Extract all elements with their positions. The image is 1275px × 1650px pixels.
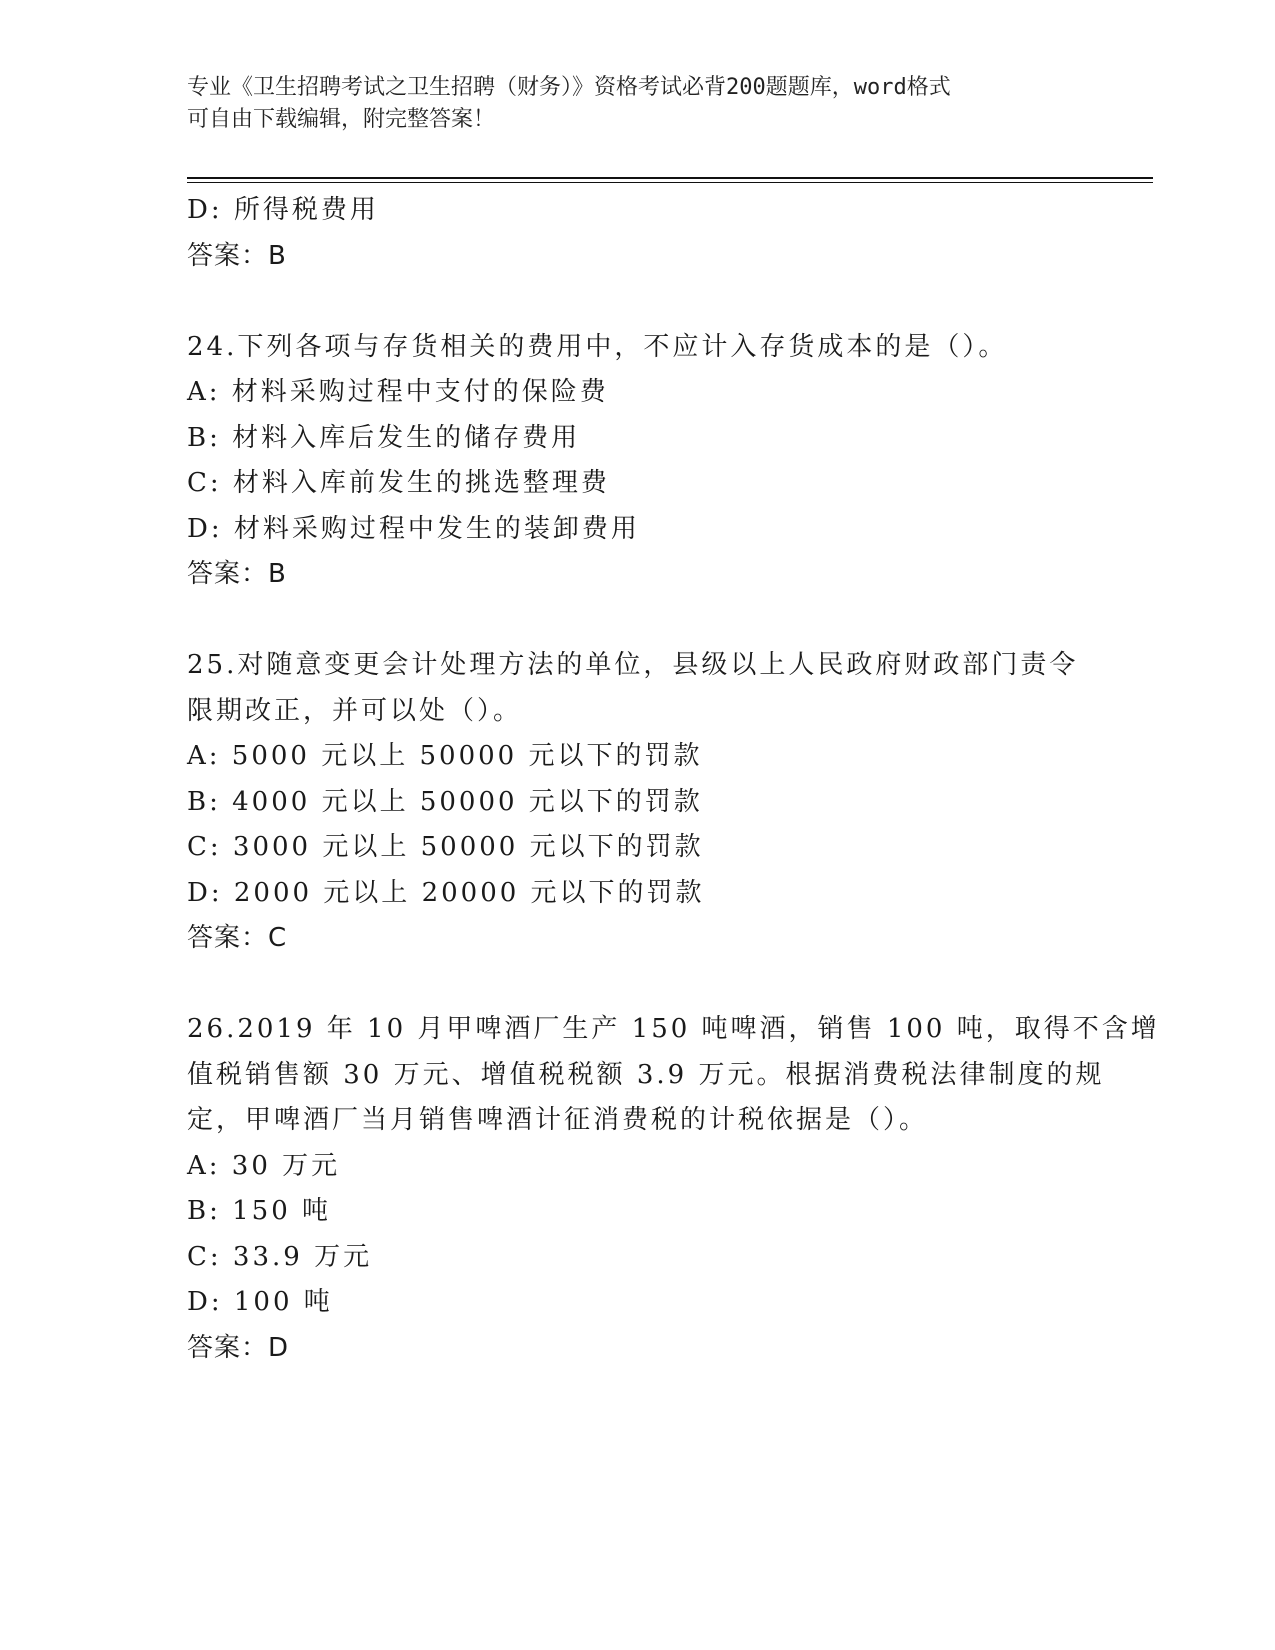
spacer: [187, 279, 1087, 325]
question-stem-line-1: 26.2019 年 10 月甲啤酒厂生产 150 吨啤酒，销售 100 吨，取得不含增: [187, 1014, 1160, 1044]
option-c: C: 33.9 万元: [187, 1241, 373, 1272]
question-list: [187, 188, 1160, 1371]
spacer: [187, 598, 1087, 644]
question-stem-line-2: 限期改正，并可以处（）。: [187, 695, 523, 726]
option-a: A: 30 万元: [187, 1150, 341, 1181]
answer: 答案：B: [187, 559, 287, 589]
answer: 答案：D: [187, 1332, 290, 1363]
option-d: D: 材料采购过程中发生的装卸费用: [187, 513, 640, 544]
page-header: 专业《卫生招聘考试之卫生招聘（财务）》资格考试必背200题题库，word格式 可自由下载编辑，附完整答案！: [187, 75, 951, 132]
prev-question-answer: 答案：B: [187, 240, 287, 271]
option-c: C: 材料入库前发生的挑选整理费: [187, 468, 610, 498]
option-b: B: 150 吨: [187, 1196, 332, 1226]
option-d: D: 2000 元以上 20000 元以下的罚款: [187, 877, 705, 908]
spacer: [187, 962, 1087, 1008]
option-a: A: 5000 元以上 50000 元以下的罚款: [187, 741, 703, 771]
question-26: [187, 1007, 1160, 1371]
header-rule-thick: [187, 177, 1153, 179]
answer: 答案：C: [187, 923, 288, 953]
question-24: [187, 325, 1087, 598]
option-d: D: 100 吨: [187, 1287, 333, 1317]
option-a: A: 材料采购过程中支付的保险费: [187, 377, 609, 407]
prev-question-option-d: D: 所得税费用: [187, 195, 379, 225]
question-stem-line-3: 定，甲啤酒厂当月销售啤酒计征消费税的计税依据是（）。: [187, 1105, 929, 1135]
option-b: B: 材料入库后发生的储存费用: [187, 422, 581, 453]
question-25: [187, 643, 1087, 962]
question-stem-line-1: 25.对随意变更会计处理方法的单位，县级以上人民政府财政部门责令: [187, 650, 1079, 680]
header-rule-thin: [187, 182, 1153, 183]
option-c: C: 3000 元以上 50000 元以下的罚款: [187, 832, 704, 862]
option-b: B: 4000 元以上 50000 元以下的罚款: [187, 786, 703, 817]
question-stem-line-2: 值税销售额 30 万元、增值税税额 3.9 万元。根据消费税法律制度的规: [187, 1059, 1105, 1090]
question-stem: 24.下列各项与存货相关的费用中，不应计入存货成本的是（）。: [187, 331, 1008, 362]
